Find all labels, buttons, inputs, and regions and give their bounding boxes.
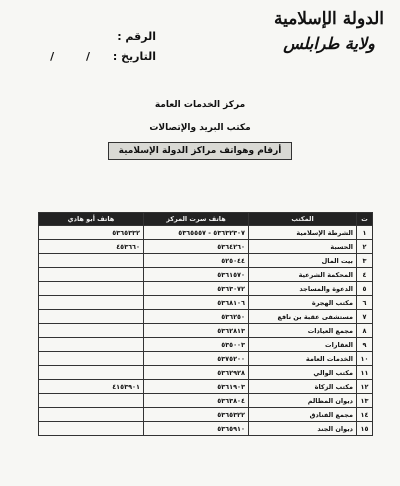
- title-line-2: مكتب البريد والإتصالات: [149, 123, 251, 133]
- cell-office: بيت المال: [249, 254, 357, 268]
- table-row: [39, 394, 373, 408]
- cell-number: ١: [357, 226, 373, 240]
- cell-office: العقارات: [249, 338, 357, 352]
- table-row: [39, 380, 373, 394]
- cell-phone-sirte: ٥٣٦٥٩١٠: [144, 422, 249, 436]
- cell-number: ١٥: [357, 422, 373, 436]
- title-line-1: مركز الخدمات العامة: [154, 100, 246, 110]
- cell-phone-abu-hadi: [39, 352, 144, 366]
- table-row: [39, 296, 373, 310]
- table-row: [39, 366, 373, 380]
- header-phone-sirte: هاتف سرت المركز: [144, 213, 249, 226]
- table-row: [39, 352, 373, 366]
- cell-phone-sirte: ٥٣٦٢٩٢٨: [144, 366, 249, 380]
- header-phone-abu-hadi: هاتف أبو هادي: [39, 213, 144, 226]
- cell-phone-abu-hadi: [39, 296, 144, 310]
- cell-phone-sirte: ٥٣٦١٥٧٠: [144, 268, 249, 282]
- table-row: [39, 338, 373, 352]
- cell-phone-abu-hadi: ٤٥٣٦٦٠: [39, 240, 144, 254]
- cell-number: ٢: [357, 240, 373, 254]
- cell-phone-sirte: ٥٢٥٠٤٤: [144, 254, 249, 268]
- cell-number: ٣: [357, 254, 373, 268]
- date-label: التاريخ :: [112, 49, 156, 63]
- table-row: [39, 282, 373, 296]
- header-office: المكتب: [249, 213, 357, 226]
- cell-number: ١٤: [357, 408, 373, 422]
- cell-phone-abu-hadi: [39, 324, 144, 338]
- cell-number: ٦: [357, 296, 373, 310]
- cell-office: مكتب الوالي: [249, 366, 357, 380]
- cell-office: الخدمات العامة: [249, 352, 357, 366]
- cell-phone-sirte: ٥٣٦٤٢٦٠: [144, 240, 249, 254]
- cell-phone-abu-hadi: [39, 282, 144, 296]
- cell-number: ١٠: [357, 352, 373, 366]
- cell-phone-abu-hadi: [39, 338, 144, 352]
- cell-office: مكتب الزكاة: [249, 380, 357, 394]
- table-row: [39, 268, 373, 282]
- cell-office: الشرطة الإسلامية: [249, 226, 357, 240]
- header-number: ت: [357, 213, 373, 226]
- cell-phone-sirte: ٥٣٦٢٨١٣: [144, 324, 249, 338]
- cell-office: مجمع العيادات: [249, 324, 357, 338]
- cell-phone-sirte: ٥٣٦٣٢٣٠٧ - ٥٣٦٥٥٥٧: [144, 226, 249, 240]
- cell-office: مستشفى عقبة بن نافع: [249, 310, 357, 324]
- cell-office: ديوان الجند: [249, 422, 357, 436]
- cell-number: ١٣: [357, 394, 373, 408]
- cell-office: مكتب الهجرة: [249, 296, 357, 310]
- table-row: [39, 254, 373, 268]
- cell-number: ١١: [357, 366, 373, 380]
- directory-table: [38, 212, 373, 436]
- cell-number: ١٢: [357, 380, 373, 394]
- cell-number: ٨: [357, 324, 373, 338]
- cell-phone-sirte: ٥٣٦٢٥٠: [144, 310, 249, 324]
- cell-phone-abu-hadi: ٥٣٦٥٣٣٢: [39, 226, 144, 240]
- cell-phone-abu-hadi: [39, 310, 144, 324]
- cell-office: المحكمة الشرعية: [249, 268, 357, 282]
- table-banner: أرقام وهواتف مراكز الدولة الإسلامية: [108, 142, 293, 160]
- ref-label: الرقم :: [117, 29, 156, 43]
- table-row: [39, 240, 373, 254]
- table-header-row: [39, 213, 373, 226]
- cell-phone-sirte: ٥٣٦٣٠٧٢: [144, 282, 249, 296]
- reference-block: [36, 26, 156, 66]
- state-logo: [270, 6, 388, 68]
- cell-phone-sirte: ٥٣٧٥٢٠٠: [144, 352, 249, 366]
- cell-number: ٥: [357, 282, 373, 296]
- cell-number: ٤: [357, 268, 373, 282]
- table-row: [39, 408, 373, 422]
- cell-office: الدعوة والمساجد: [249, 282, 357, 296]
- cell-phone-abu-hadi: [39, 408, 144, 422]
- title-block: [0, 96, 400, 160]
- logo-line-2: ولاية طرابلس: [283, 34, 375, 53]
- cell-phone-abu-hadi: [39, 254, 144, 268]
- cell-phone-abu-hadi: ٤١٥٣٩٠١: [39, 380, 144, 394]
- cell-phone-abu-hadi: [39, 366, 144, 380]
- cell-phone-sirte: ٥٣٥٠٠٣: [144, 338, 249, 352]
- cell-phone-abu-hadi: [39, 268, 144, 282]
- cell-number: ٩: [357, 338, 373, 352]
- cell-phone-abu-hadi: [39, 394, 144, 408]
- cell-number: ٧: [357, 310, 373, 324]
- cell-phone-sirte: ٥٣٦١٩٠٣: [144, 380, 249, 394]
- cell-office: مجمع الفنادق: [249, 408, 357, 422]
- cell-phone-abu-hadi: [39, 422, 144, 436]
- table-row: [39, 324, 373, 338]
- cell-office: الحسبة: [249, 240, 357, 254]
- ref-row: [36, 26, 156, 46]
- table-row: [39, 422, 373, 436]
- cell-phone-sirte: ٥٣٦٨١٠٦: [144, 296, 249, 310]
- cell-phone-sirte: ٥٣٦٥٣٢٢: [144, 408, 249, 422]
- table-row: [39, 226, 373, 240]
- date-value: / /: [50, 49, 104, 63]
- logo-line-1: الدولة الإسلامية: [273, 9, 385, 29]
- cell-office: ديوان المظالم: [249, 394, 357, 408]
- table-row: [39, 310, 373, 324]
- date-row: [36, 46, 156, 66]
- cell-phone-sirte: ٥٣٦٣٨٠٤: [144, 394, 249, 408]
